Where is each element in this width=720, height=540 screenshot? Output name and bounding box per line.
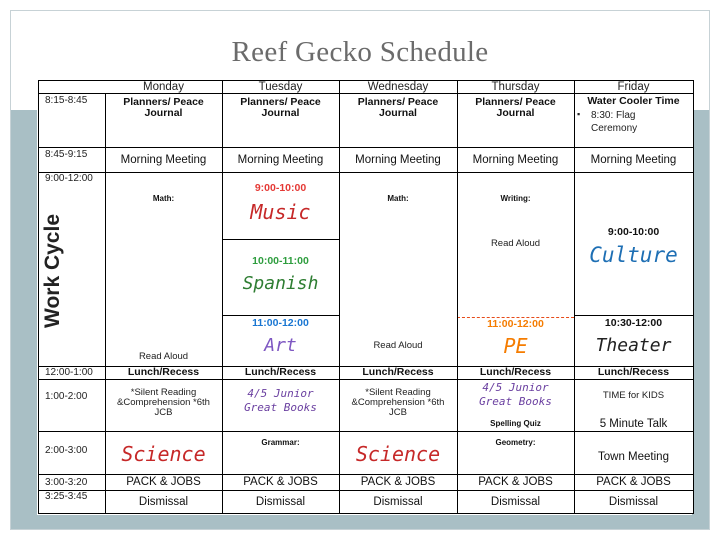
theater-time: 10:30-12:00 [604,317,663,330]
morning-meeting-friday: Morning Meeting [590,153,677,166]
grid-line [39,172,693,173]
day-wednesday: Wednesday [367,80,429,93]
pack-jobs-monday: PACK & JOBS [126,476,201,489]
theater-label: Theater [595,334,672,356]
dismissal-monday: Dismissal [138,495,189,508]
grid-line [39,379,693,380]
culture-label: Culture [589,242,678,267]
grid-line [222,315,339,316]
time-label: 8:15-8:45 [45,95,88,106]
pack-jobs-tuesday: PACK & JOBS [243,476,318,489]
pe-time: 11:00-12:00 [487,318,544,331]
lunch-friday: Lunch/Recess [597,366,670,379]
time-label: 3:00-3:20 [45,477,88,488]
morning-meeting-tuesday: Morning Meeting [237,153,324,166]
grid-line [39,431,693,432]
music-time: 9:00-10:00 [254,182,307,195]
geometry-thursday: Geometry: [495,437,536,447]
math-monday: Math: [152,193,175,203]
day-monday: Monday [143,80,184,93]
schedule-table [38,80,694,514]
day-thursday: Thursday [491,80,540,93]
bottom-band [11,515,709,529]
dismissal-thursday: Dismissal [490,495,541,508]
math-wednesday: Math: [387,193,409,203]
read-aloud-wednesday: Read Aloud [373,340,423,352]
lunch-tuesday: Lunch/Recess [244,366,317,379]
grid-line [222,239,339,240]
five-minute-talk: 5 Minute Talk [599,417,668,430]
art-label: Art [264,334,297,356]
lunch-monday: Lunch/Recess [127,366,200,379]
morning-meeting-thursday: Morning Meeting [472,153,559,166]
time-label: 12:00-1:00 [45,367,93,378]
silent-reading-wednesday: *Silent Reading &Comprehension *6th JCB [351,387,445,418]
right-band [692,110,709,528]
page-title: Reef Gecko Schedule [231,36,489,68]
science-wednesday: Science [355,441,441,466]
writing-thursday: Writing: [500,193,531,203]
pack-jobs-friday: PACK & JOBS [596,476,671,489]
time-for-kids: TIME for KIDS [602,390,665,402]
time-label: 9:00-12:00 [45,173,93,184]
morning-meeting-wednesday: Morning Meeting [355,153,441,166]
art-time: 11:00-12:00 [252,317,309,330]
lunch-wednesday: Lunch/Recess [362,366,434,379]
grammar-tuesday: Grammar: [261,437,300,447]
morning-meeting-monday: Morning Meeting [120,153,207,166]
work-cycle-label: Work Cycle [41,214,64,328]
junior-great-books-thursday: 4/5 Junior Great Books [479,381,552,408]
town-meeting: Town Meeting [598,450,669,463]
time-label: 2:00-3:00 [45,445,88,456]
planners-monday: Planners/ Peace Journal [123,95,204,119]
dismissal-tuesday: Dismissal [255,495,306,508]
dismissal-friday: Dismissal [608,495,659,508]
spelling-quiz: Spelling Quiz [490,418,541,428]
dismissal-wednesday: Dismissal [373,495,423,508]
lunch-thursday: Lunch/Recess [479,366,552,379]
grid-line [574,315,693,316]
culture-time: 9:00-10:00 [607,226,660,239]
pe-label: PE [503,333,528,358]
day-tuesday: Tuesday [258,80,303,93]
read-aloud-thursday: Read Aloud [490,238,541,250]
pack-jobs-wednesday: PACK & JOBS [360,476,436,489]
planners-tuesday: Planners/ Peace Journal [240,95,321,119]
junior-great-books-tuesday: 4/5 Junior Great Books [244,387,317,414]
pack-jobs-thursday: PACK & JOBS [478,476,553,489]
silent-reading-monday: *Silent Reading &Comprehension *6th JCB [117,387,210,418]
bullet-icon: ▪ [577,109,581,119]
spanish-label: Spanish [242,272,319,294]
spanish-time: 10:00-11:00 [252,255,309,268]
day-friday: Friday [617,80,650,93]
left-band [11,110,37,528]
planners-thursday: Planners/ Peace Journal [475,95,556,119]
flag-ceremony: 8:30: Flag Ceremony [591,110,638,134]
time-label: 3:25-3:45 [45,491,88,502]
time-label: 1:00-2:00 [45,391,88,402]
read-aloud-monday: Read Aloud [138,351,189,363]
water-cooler-time: Water Cooler Time [587,95,680,108]
music-label: Music [250,199,311,224]
grid-line [39,490,693,491]
science-monday: Science [121,441,206,466]
planners-wednesday: Planners/ Peace Journal [357,95,439,119]
time-label: 8:45-9:15 [45,149,88,160]
